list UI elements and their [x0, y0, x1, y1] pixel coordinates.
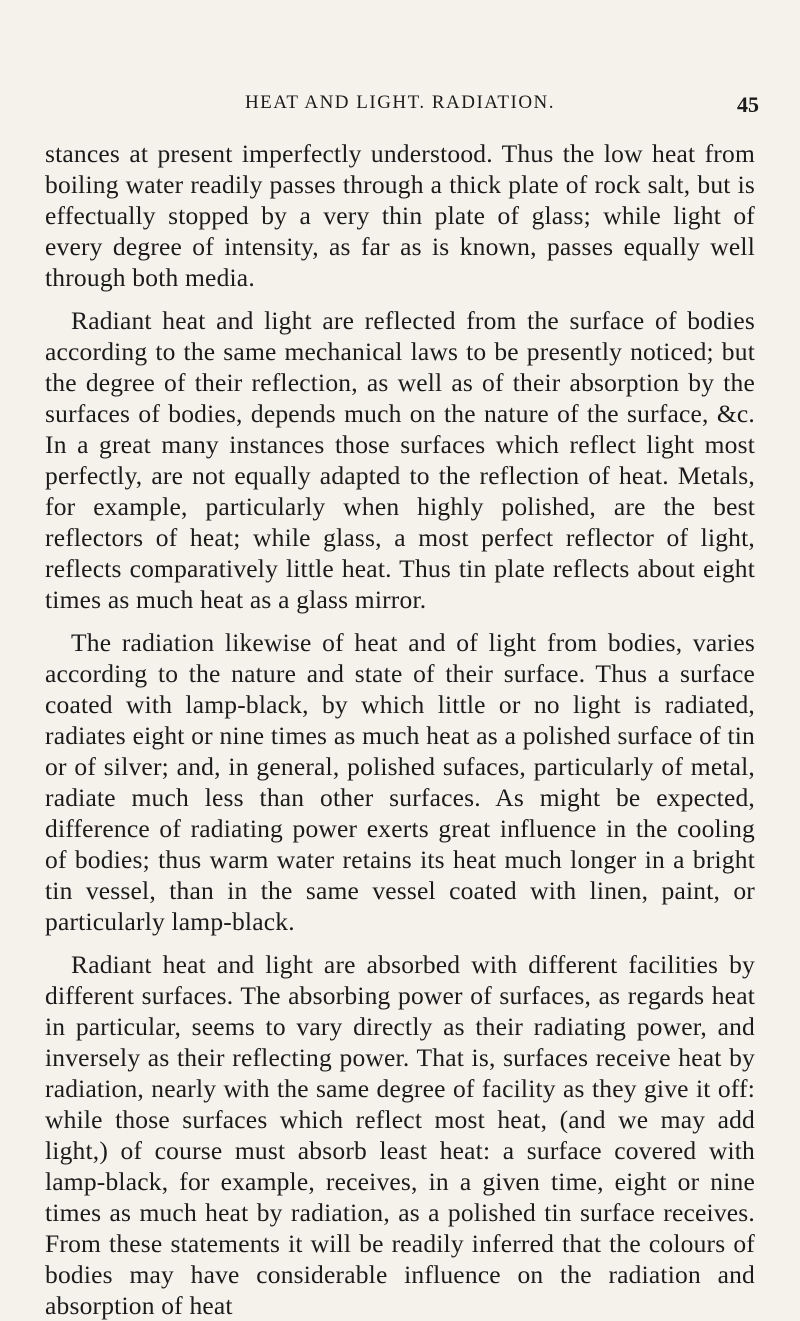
running-head — [0, 92, 800, 122]
paragraph: The radiation likewise of heat and of light from bodies, varies according to the nature and state of their surface. Thus a surface coated with lamp-black, by which little or no light is radiated, radiates eight or nine times as much heat as a polished surface of tin or of silver; and, in general, polished sufaces, particularly of metal, radiate much less than other surfaces. As might be expected, difference of radiating power exerts great influence in the cooling of bodies; thus warm water retains its heat much longer in a bright tin vessel, than in the same vessel coated with linen, paint, or particularly lamp-black. — [45, 628, 755, 936]
body-text — [45, 138, 755, 1321]
paragraph: Radiant heat and light are reflected from the surface of bodies according to the same mechanical laws to be presently noticed; but the degree of their reflection, as well as of their absorption by the surfaces of bodies, depends much on the nature of the surface, &c. In a great many instances those surfaces which reflect light most perfectly, are not equally adapted to the reflection of heat. Metals, for example, particularly when highly polished, are the best reflectors of heat; while glass, a most perfect reflector of light, reflects comparatively little heat. Thus tin plate reflects about eight times as much heat as a glass mirror. — [45, 306, 755, 614]
paragraph: Radiant heat and light are absorbed with different facilities by different surfaces. The absorbing power of surfaces, as regards heat in particular, seems to vary directly as their radiating power, and inversely as their reflecting power. That is, surfaces receive heat by radiation, nearly with the same degree of facility as they give it off: while those surfaces which reflect most heat, (and we may add light,) of course must absorb least heat: a surface covered with lamp-black, for example, receives, in a given time, eight or nine times as much heat by radiation, as a polished tin surface receives. From these statements it will be readily inferred that the colours of bodies may have considerable influence on the radiation and absorption of heat — [45, 950, 755, 1320]
running-title: HEAT AND LIGHT. RADIATION. — [244, 92, 556, 113]
paragraph: stances at present imperfectly understood. Thus the low heat from boiling water readily passes through a thick plate of rock salt, but is effectually stopped by a very thin plate of glass; while light of every degree of intensity, as far as is known, passes equally well through both media. — [45, 139, 755, 292]
page-number: 45 — [737, 92, 759, 117]
